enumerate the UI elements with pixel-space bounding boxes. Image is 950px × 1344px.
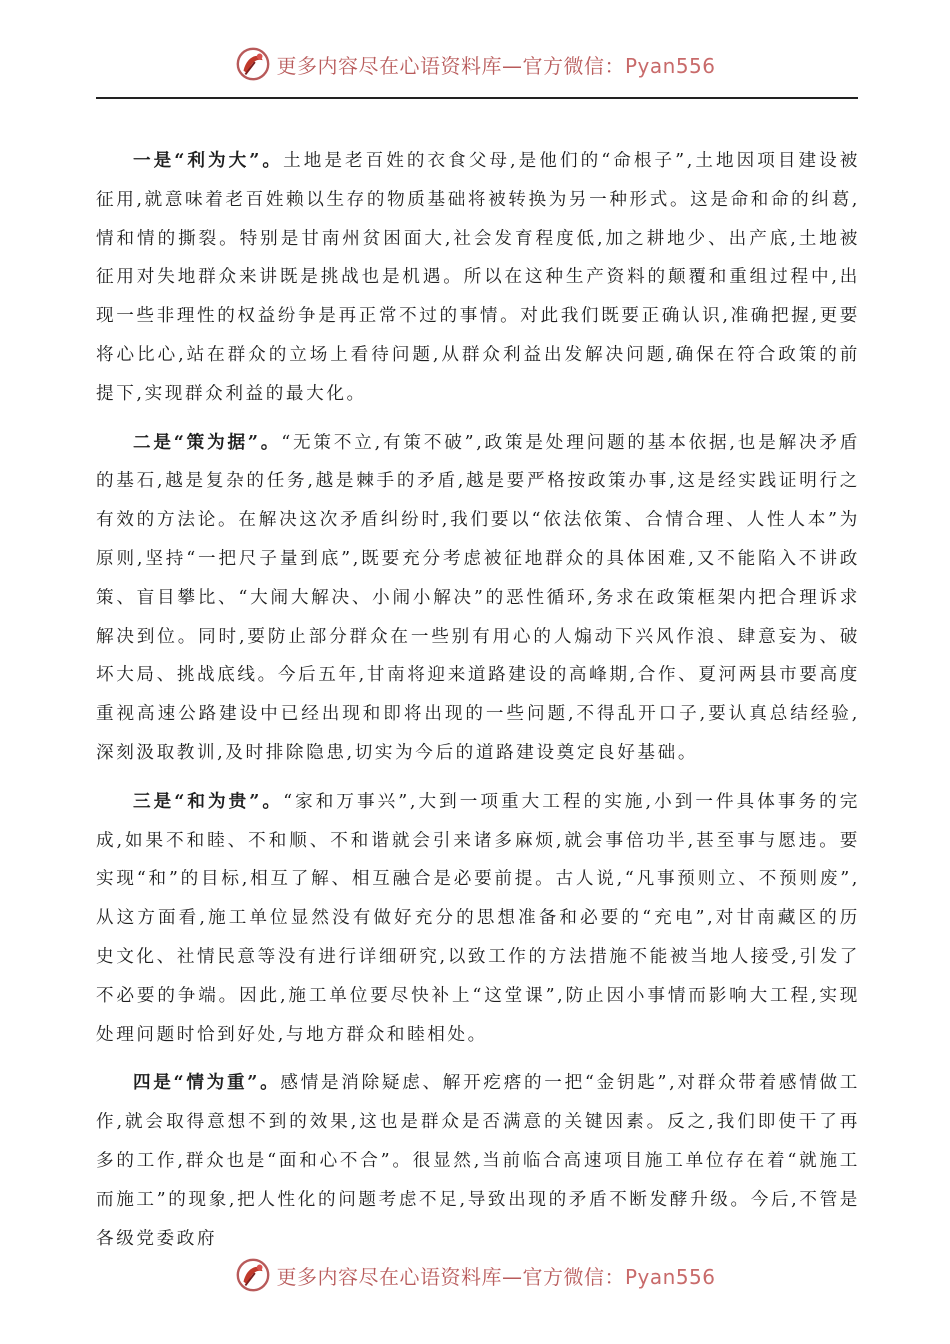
paragraph-2 (96, 424, 860, 773)
brand-logo-icon (234, 1256, 272, 1294)
paragraph-lead: 三是“和为贵”。 (132, 790, 284, 812)
paragraph-text: 土地是老百姓的衣食父母,是他们的“命根子”,土地因项目建设被征用,就意味着老百姓赖以生存的物质基础将被转换为另一种形式。这是命和命的纠葛,情和情的撕裂。特别是甘南州贫困面大,社会发育程度低,加之耕地少、出产底,土地被征用对失地群众来讲既是挑战也是机遇。所以在这种生产资料的颠覆和重组过程中,出现一些非理性的权益纷争是再正常不过的事情。对此我们既要正确认识,准确把握,更要将心比心,站在群众的立场上看待问题,从群众利益出发解决问题,确保在符合政策的前提下,实现群众利益的最大化。 (96, 151, 860, 404)
wechat-id: Pyan556 (624, 53, 716, 78)
header-divider (96, 97, 858, 99)
banner-label: 更多内容尽在心语资料库—官方微信： (276, 53, 625, 78)
paragraph-text: “家和万事兴”,大到一项重大工程的实施,小到一件具体事务的完成,如果不和睦、不和顺、不和谐就会引来诸多麻烦,就会事倍功半,甚至事与愿违。要实现“和”的目标,相互了解、相互融合是必要前提。古人说,“凡事预则立、不预则废”,从这方面看,施工单位显然没有做好充分的思想准备和必要的“充电”,对甘南藏区的历史文化、社情民意等没有进行详细研究,以致工作的方法措施不能被当地人接受,引发了不必要的争端。因此,施工单位要尽快补上“这堂课”,防止因小事情而影响大工程,实现处理问题时恰到好处,与地方群众和睦相处。 (96, 791, 860, 1045)
banner-text (276, 1261, 715, 1290)
banner-text (276, 50, 715, 79)
paragraph-1 (96, 142, 860, 414)
document-body (96, 142, 860, 1258)
banner-label: 更多内容尽在心语资料库—官方微信： (276, 1264, 625, 1289)
paragraph-3 (96, 783, 860, 1055)
paragraph-text: 感情是消除疑虑、解开疙瘩的一把“金钥匙”,对群众带着感情做工作,就会取得意想不到的效果,这也是群众是否满意的关键因素。反之,我们即使干了再多的工作,群众也是“面和心不合”。很显然,当前临合高速项目施工单位存在着“就施工而施工”的现象,把人性化的问题考虑不足,导致出现的矛盾不断发酵升级。今后,不管是各级党委政府 (96, 1073, 861, 1249)
paragraph-lead: 一是“利为大”。 (132, 150, 284, 171)
paragraph-text: “无策不立,有策不破”,政策是处理问题的基本依据,也是解决矛盾的基石,越是复杂的任务,越是棘手的矛盾,越是要严格按政策办事,这是经实践证明行之有效的方法论。在解决这次矛盾纠纷时,我们要以“依法依策、合情合理、人性人本”为原则,坚持“一把尺子量到底”,既要充分考虑被征地群众的具体困难,又不能陷入不讲政策、盲目攀比、“大闹大解决、小闹小解决”的恶性循环,务求在政策框架内把合理诉求解决到位。同时,要防止部分群众在一些别有用心的人煽动下兴风作浪、肆意妄为、破坏大局、挑战底线。今后五年,甘南将迎来道路建设的高峰期,合作、夏河两县市要高度重视高速公路建设中已经出现和即将出现的一些问题,不得乱开口子,要认真总结经验,深刻汲取教训,及时排除隐患,切实为今后的道路建设奠定良好基础。 (96, 432, 861, 763)
header-banner (0, 44, 950, 84)
brand-logo-icon (234, 45, 272, 83)
paragraph-4 (96, 1064, 860, 1258)
wechat-id: Pyan556 (624, 1264, 716, 1289)
footer-banner (0, 1255, 950, 1295)
paragraph-lead: 二是“策为据”。 (132, 431, 282, 453)
paragraph-lead: 四是“情为重”。 (132, 1072, 281, 1094)
